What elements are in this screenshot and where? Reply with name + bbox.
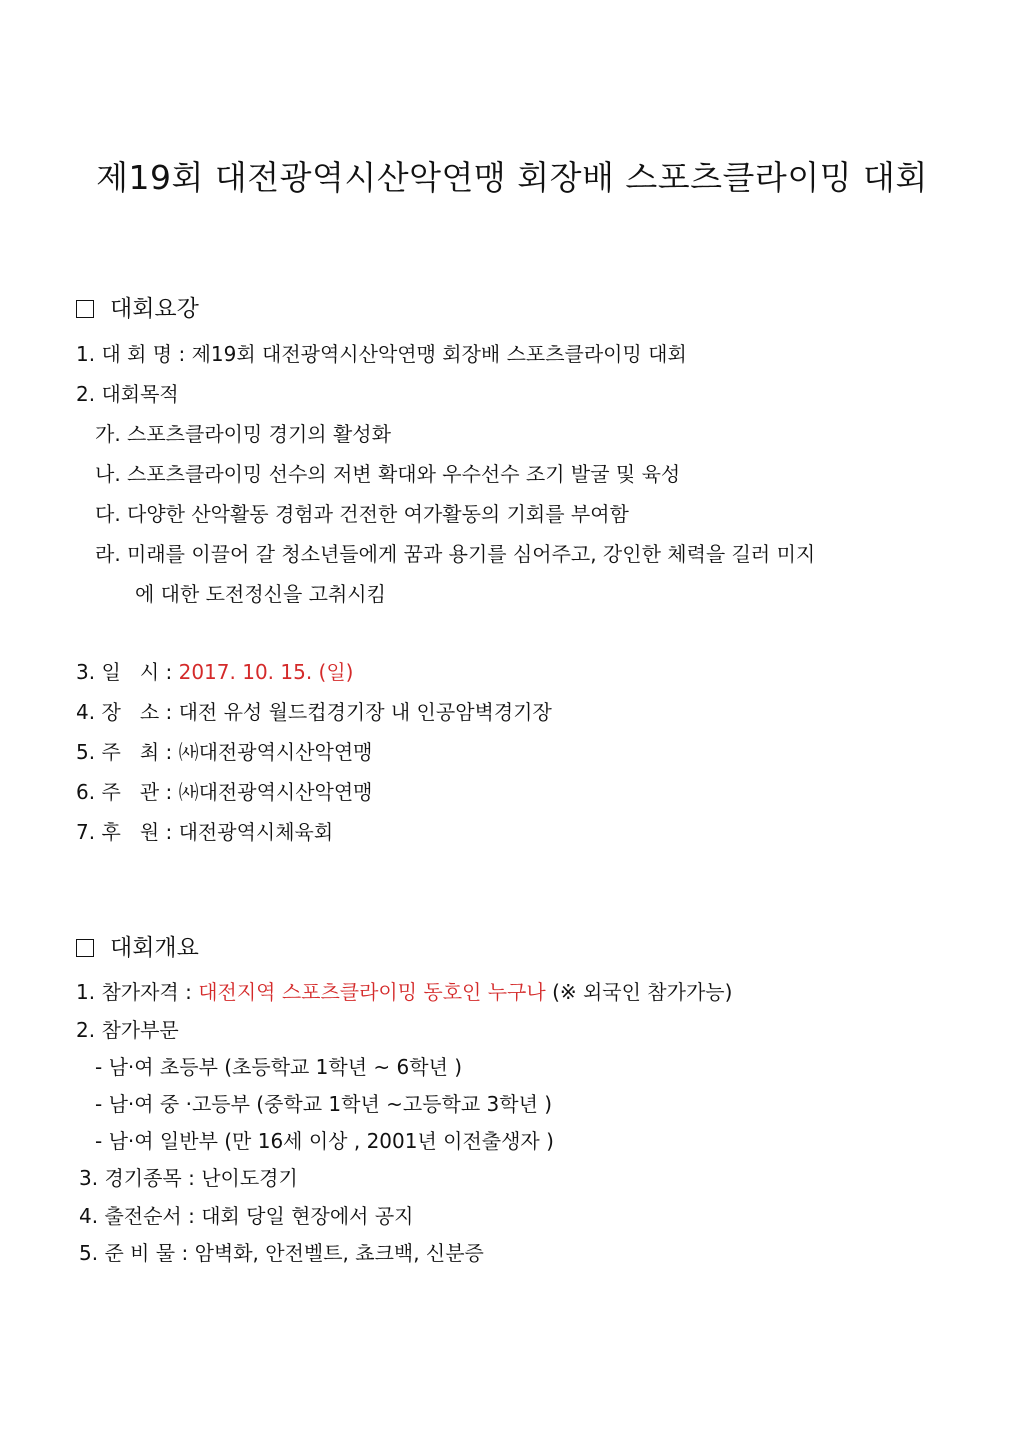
item-supplies (79, 1237, 484, 1269)
item-eligibility (76, 976, 732, 1008)
item-label: 4. 출전순서 : (79, 1204, 195, 1228)
item-event-name (76, 338, 687, 370)
item-value: ㈔대전광역시산악연맹 (178, 740, 373, 764)
section-heading-text: 대회요강 (110, 296, 199, 322)
item-value: ㈔대전광역시산악연맹 (178, 780, 373, 804)
item-value: 대전광역시체육회 (178, 820, 334, 844)
purpose-item: 다. 다양한 산악활동 경험과 건전한 여가활동의 기회를 부여함 (95, 502, 629, 526)
purpose-item-continuation: 에 대한 도전정신을 고취시킴 (135, 582, 386, 606)
item-label: 5. 준 비 물 : (79, 1241, 189, 1265)
item-label: 5. 주 최 : (76, 740, 173, 764)
eligibility-note: (※ 외국인 참가가능) (552, 980, 733, 1004)
section-heading-text: 대회개요 (110, 935, 199, 961)
item-label: 3. 경기종목 : (79, 1166, 195, 1190)
item-venue (76, 696, 552, 728)
division-item: - 남·여 일반부 (만 16세 이상 , 2001년 이전출생자 ) (95, 1129, 554, 1153)
item-value: 제19회 대전광역시산악연맹 회장배 스포츠클라이밍 대회 (191, 342, 687, 366)
item-organizer (76, 776, 373, 808)
item-date (76, 656, 353, 688)
eligibility-value: 대전지역 스포츠클라이밍 동호인 누구나 (198, 980, 546, 1004)
purpose-item: 라. 미래를 이끌어 갈 청소년들에게 꿈과 용기를 심어주고, 강인한 체력을 길러 미지 (95, 542, 816, 566)
checkbox-icon (76, 300, 94, 318)
division-item: - 남·여 초등부 (초등학교 1학년 ~ 6학년 ) (95, 1055, 463, 1079)
item-value: 대전 유성 월드컵경기장 내 인공암벽경기장 (178, 700, 552, 724)
section-heading-summary (76, 931, 199, 965)
document-title: 제19회 대전광역시산악연맹 회장배 스포츠클라이밍 대회 (96, 158, 928, 197)
item-label: 1. 참가자격 : (76, 980, 192, 1004)
item-label: 1. 대 회 명 : (76, 342, 186, 366)
item-event-type (79, 1162, 298, 1194)
purpose-item: 나. 스포츠클라이밍 선수의 저변 확대와 우수선수 조기 발굴 및 육성 (95, 462, 681, 486)
item-purpose-label: 2. 대회목적 (76, 382, 179, 406)
item-sponsor (76, 816, 333, 848)
purpose-item: 가. 스포츠클라이밍 경기의 활성화 (95, 422, 391, 446)
checkbox-icon (76, 939, 94, 957)
item-label: 7. 후 원 : (76, 820, 173, 844)
division-item: - 남·여 중 ·고등부 (중학교 1학년 ~고등학교 3학년 ) (95, 1092, 553, 1116)
item-value: 암벽화, 안전벨트, 쵸크백, 신분증 (194, 1241, 484, 1265)
item-divisions-label: 2. 참가부문 (76, 1018, 179, 1042)
item-value: 대회 당일 현장에서 공지 (201, 1204, 414, 1228)
item-label: 4. 장 소 : (76, 700, 173, 724)
event-date: 2017. 10. 15. (일) (178, 660, 354, 684)
item-order (79, 1200, 413, 1232)
item-value: 난이도경기 (201, 1166, 298, 1190)
item-label: 6. 주 관 : (76, 780, 173, 804)
section-heading-overview (76, 292, 199, 326)
item-host (76, 736, 373, 768)
item-label: 3. 일 시 : (76, 660, 173, 684)
